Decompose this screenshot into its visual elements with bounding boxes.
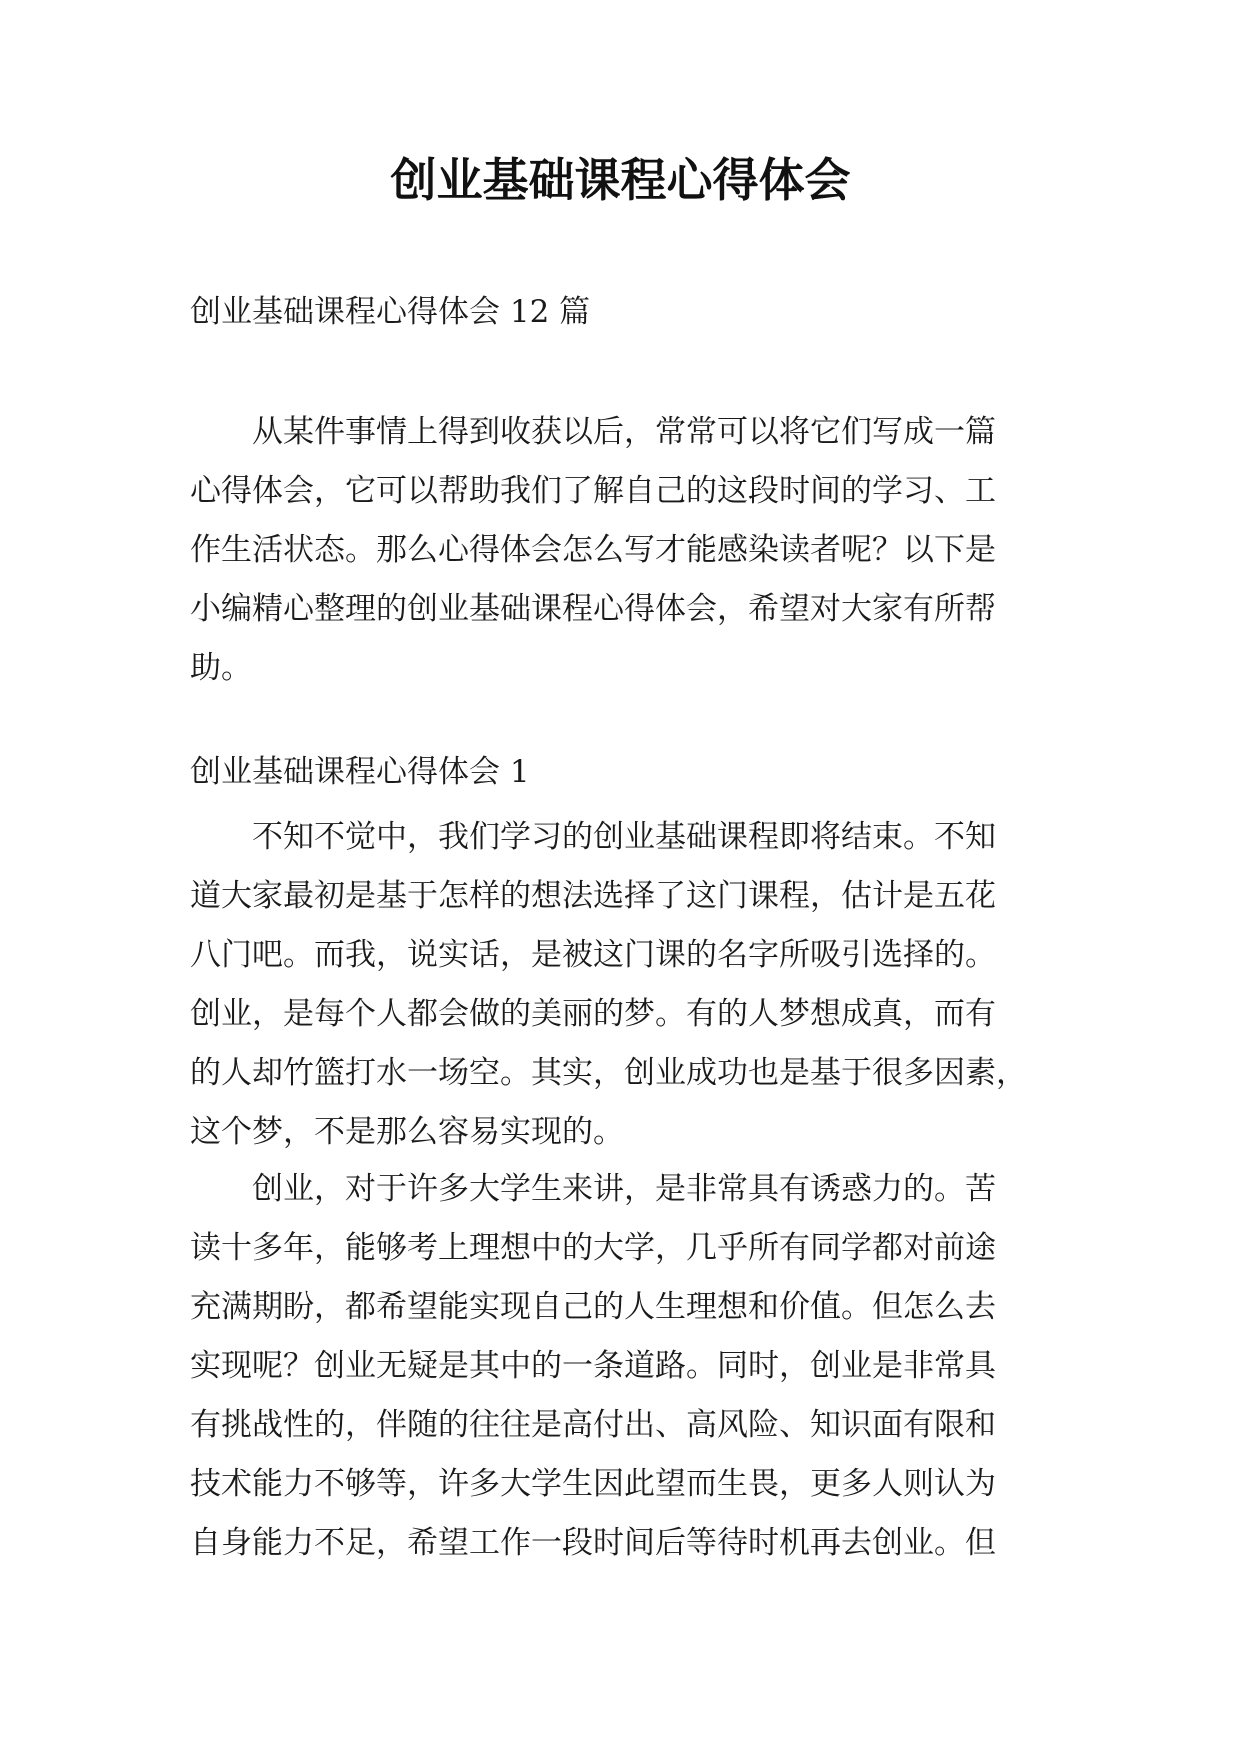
paragraph-line: 作生活状态。那么心得体会怎么写才能感染读者呢？以下是 <box>190 532 996 568</box>
paragraph-line: 有挑战性的，伴随的往往是高付出、高风险、知识面有限和 <box>190 1407 996 1443</box>
paragraph-line: 充满期盼，都希望能实现自己的人生理想和价值。但怎么去 <box>190 1289 996 1325</box>
paragraph-line: 心得体会，它可以帮助我们了解自己的这段时间的学习、工 <box>190 473 996 509</box>
paragraph-line: 自身能力不足，希望工作一段时间后等待时机再去创业。但 <box>190 1525 996 1561</box>
body-paragraph-1 <box>190 808 1060 1162</box>
paragraph-line: 八门吧。而我，说实话，是被这门课的名字所吸引选择的。 <box>190 937 996 973</box>
paragraph-line: 从某件事情上得到收获以后，常常可以将它们写成一篇 <box>190 414 996 450</box>
paragraph-line: 不知不觉中，我们学习的创业基础课程即将结束。不知 <box>190 819 996 855</box>
intro-paragraph <box>190 403 1060 698</box>
document-title: 创业基础课程心得体会 <box>390 153 851 207</box>
paragraph-line: 读十多年，能够考上理想中的大学，几乎所有同学都对前途 <box>190 1230 996 1266</box>
paragraph-line: 创业，对于许多大学生来讲，是非常具有诱惑力的。苦 <box>190 1171 996 1207</box>
paragraph-line: 实现呢？创业无疑是其中的一条道路。同时，创业是非常具 <box>190 1348 996 1384</box>
section-heading: 创业基础课程心得体会 1 <box>190 754 530 790</box>
paragraph-line: 助。 <box>190 650 252 686</box>
paragraph-line: 技术能力不够等，许多大学生因此望而生畏，更多人则认为 <box>190 1466 996 1502</box>
body-paragraph-2 <box>190 1160 1060 1573</box>
paragraph-line: 这个梦，不是那么容易实现的。 <box>190 1114 624 1150</box>
paragraph-line: 小编精心整理的创业基础课程心得体会，希望对大家有所帮 <box>190 591 996 627</box>
document-subtitle: 创业基础课程心得体会 12 篇 <box>190 294 591 330</box>
paragraph-line: 创业，是每个人都会做的美丽的梦。有的人梦想成真，而有 <box>190 996 996 1032</box>
paragraph-line: 道大家最初是基于怎样的想法选择了这门课程，估计是五花 <box>190 878 996 914</box>
paragraph-line: 的人却竹篮打水一场空。其实，创业成功也是基于很多因素， <box>190 1055 1027 1091</box>
